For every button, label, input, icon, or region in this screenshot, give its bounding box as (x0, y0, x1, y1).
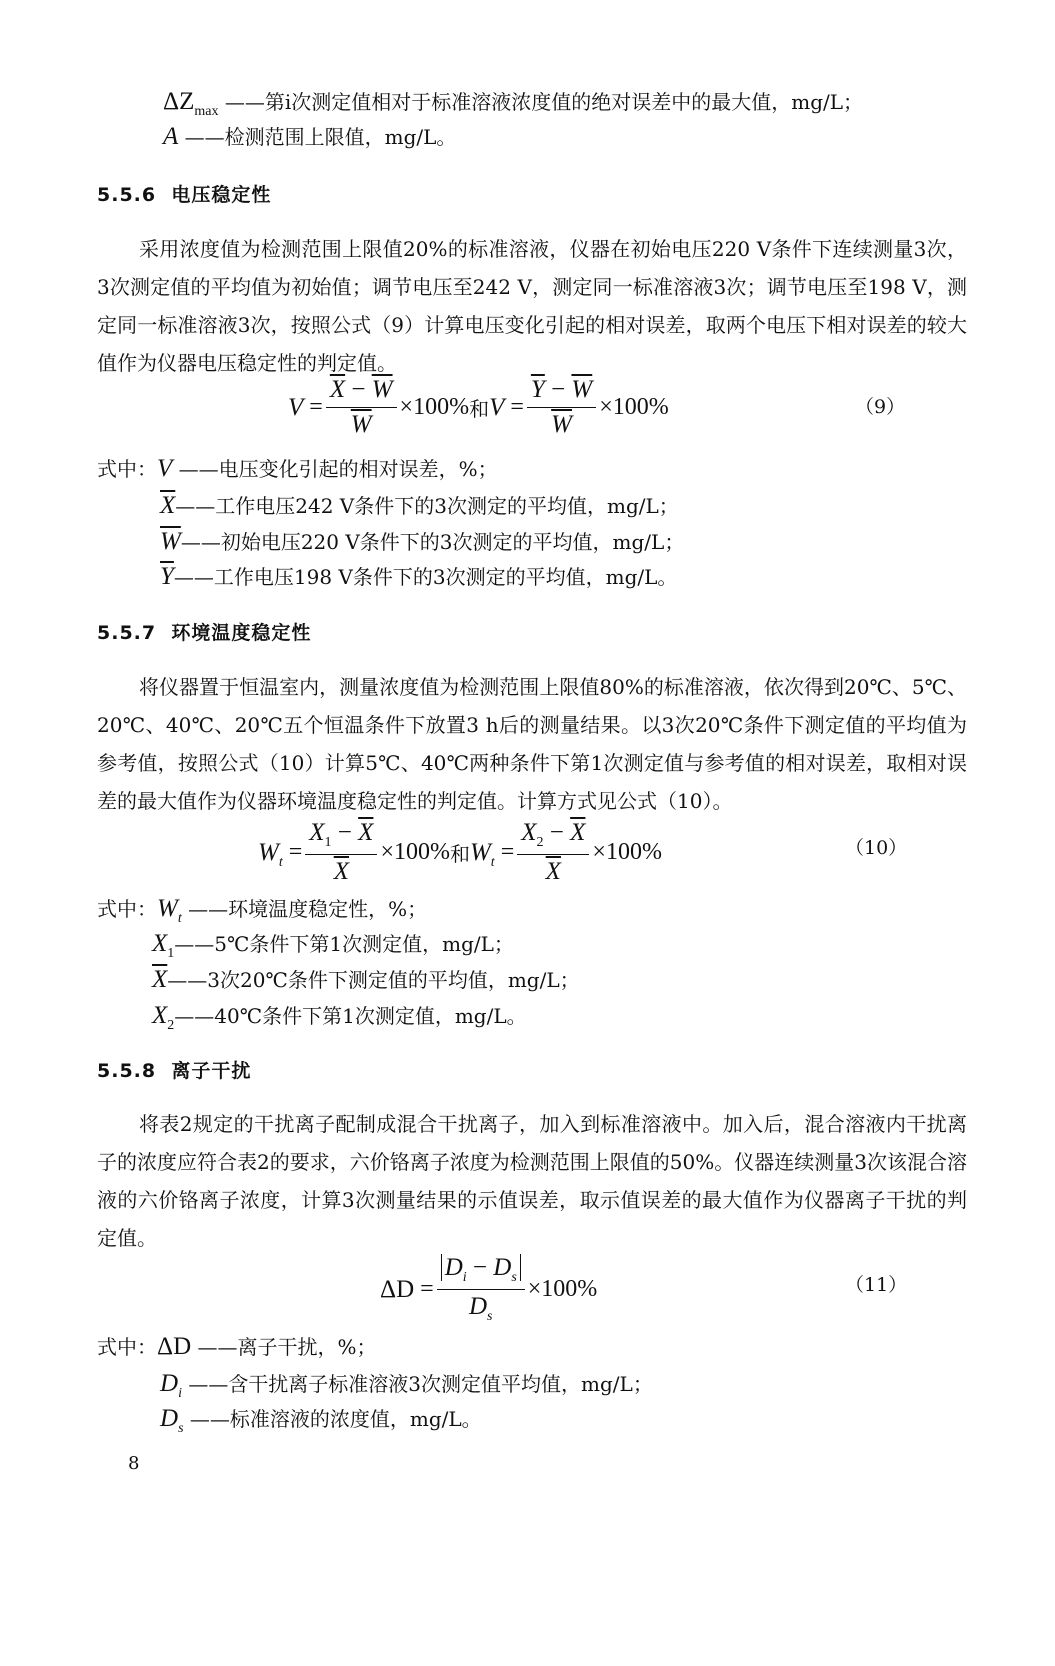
def-x-bar: $\overline{X}——$工作电压242 V条件下的3次测定的平均值，mg/L； (160, 492, 679, 519)
formula-9-number: （9） (855, 396, 906, 418)
page-number: 8 (128, 1453, 140, 1474)
section-heading-5-5-6: 5.5.6 电压稳定性 (97, 184, 272, 206)
where-label-9: 式中：V ——电压变化引起的相对误差，%； (97, 455, 498, 482)
def-w-bar: $\overline{W}——$初始电压220 V条件下的3次测定的平均值，mg/L； (160, 528, 685, 555)
def-y-bar: $\overline{Y}——$工作电压198 V条件下的3次测定的平均值，mg/L。 (160, 563, 678, 590)
formula-11: ΔD = $\frac{D_i - D_s}{D_s}$ ×100% (380, 1254, 598, 1324)
formula-9: V = $\frac{\overline{X} - \overline{W}}{W}$ ×100% 和 V = $\frac{\overline{Y} - \overline{W}}{W}$ ×100% (288, 376, 669, 438)
section-paragraph-5-5-8: 将表2规定的干扰离子配制成混合干扰离子，加入到标准溶液中。加入后，混合溶液内干扰离子的浓度应符合表2的要求，六价铬离子浓度为检测范围上限值的50%。仪器连续测量3次该混合溶液的六价铬离子浓度，计算3次测量结果的示值误差，取示值误差的最大值作为仪器离子干扰的判定值。 (97, 1112, 967, 1250)
section-paragraph-5-5-7: 将仪器置于恒温室内，测量浓度值为检测范围上限值80%的标准溶液，依次得到20℃、5℃、20℃、40℃、20℃五个恒温条件下放置3 h后的测量结果。以3次20℃条件下测定值的平均值为参考值，按照公式（10）计算5℃、40℃两种条件下第1次测定值与参考值的相对误差，取相对误差的最大值作为仪器环境温度稳定性的判定值。计算方式见公式（10）。 (97, 675, 967, 813)
where-label-10: 式中：$W_t$ ——环境温度稳定性，%； (97, 895, 428, 926)
section-paragraph-5-5-6: 采用浓度值为检测范围上限值20%的标准溶液，仪器在初始电压220 V条件下连续测量3次，3次测定值的平均值为初始值；调节电压至242 V，测定同一标准溶液3次；调节电压至198 V，测定同一标准溶液3次，按照公式（9）计算电压变化引起的相对误差，取两个电压下相对误差的较大值作为仪器电压稳定性的判定值。 (97, 237, 967, 375)
section-heading-5-5-7: 5.5.7 环境温度稳定性 (97, 622, 312, 644)
def-x1: $X_1——5℃$条件下第1次测定值，mg/L； (152, 930, 514, 961)
where-label-11: 式中：ΔD ——离子干扰，%； (97, 1333, 377, 1360)
section-heading-5-5-8: 5.5.8 离子干扰 (97, 1060, 252, 1082)
def-ds: $D_s$ ——标准溶液的浓度值，mg/L。 (160, 1405, 482, 1436)
def-delta-z-max: $\Delta Z_{max}$ ——第i次测定值相对于标准溶液浓度值的绝对误差中的最大值，mg/L； (163, 88, 864, 119)
def-di: $D_i$ ——含干扰离子标准溶液3次测定值平均值，mg/L； (160, 1370, 653, 1401)
def-x2: $X_2——40℃$条件下第1次测定值，mg/L。 (152, 1002, 527, 1033)
formula-10-number: （10） (845, 837, 908, 859)
def-a: A ——检测范围上限值，mg/L。 (163, 123, 457, 150)
def-x-bar-10: $\overline{X}——3$次20℃条件下测定值的平均值，mg/L； (152, 966, 580, 993)
formula-11-number: （11） (845, 1274, 908, 1296)
formula-10: $W_t$ = $\frac{X_1 - \overline{X}}{X}$ ×100% 和 $W_t$ = $\frac{X_2 - \overline{X}}{X}$ ×100% (258, 819, 662, 885)
